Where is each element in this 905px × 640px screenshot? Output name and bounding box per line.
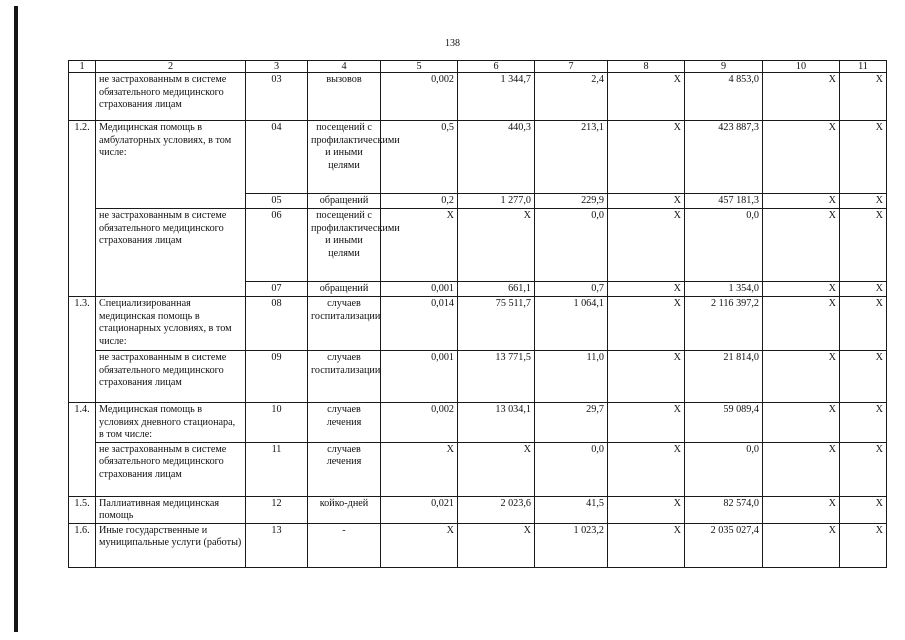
col7-value: 41,5 — [535, 496, 608, 523]
header-cell: 10 — [763, 61, 840, 73]
row-code: 10 — [246, 403, 308, 443]
header-cell: 2 — [96, 61, 246, 73]
row-description: не застрахованным в системе обязательного медицинского страхования лицам — [96, 351, 246, 403]
col5-value: 0,002 — [381, 403, 458, 443]
unit: случаев госпитализации — [308, 297, 381, 351]
col7-value: 229,9 — [535, 194, 608, 209]
col7-value: 0,0 — [535, 209, 608, 282]
col7-value: 0,0 — [535, 442, 608, 496]
table-row — [69, 297, 887, 351]
table-row — [69, 523, 887, 567]
page-number: 138 — [445, 38, 460, 49]
section-number: 1.2. — [69, 121, 96, 297]
header-cell: 7 — [535, 61, 608, 73]
col8-value: X — [608, 523, 685, 567]
col11-value: X — [840, 121, 887, 194]
col7-value: 0,7 — [535, 282, 608, 297]
col10-value: X — [763, 403, 840, 443]
table-row — [69, 73, 887, 121]
col5-value: 0,001 — [381, 351, 458, 403]
unit: вызовов — [308, 73, 381, 121]
row-code: 07 — [246, 282, 308, 297]
col8-value: X — [608, 442, 685, 496]
col6-value: 1 344,7 — [458, 73, 535, 121]
col9-value: 423 887,3 — [685, 121, 763, 194]
col5-value: 0,002 — [381, 73, 458, 121]
col8-value: X — [608, 351, 685, 403]
header-cell: 6 — [458, 61, 535, 73]
col7-value: 213,1 — [535, 121, 608, 194]
col8-value: X — [608, 121, 685, 194]
row-description: не застрахованным в системе обязательного медицинского страхования лицам — [96, 209, 246, 297]
row-code: 04 — [246, 121, 308, 194]
header-cell: 1 — [69, 61, 96, 73]
col6-value: 661,1 — [458, 282, 535, 297]
col11-value: X — [840, 403, 887, 443]
table-row — [69, 403, 887, 443]
col5-value: 0,021 — [381, 496, 458, 523]
col9-value: 59 089,4 — [685, 403, 763, 443]
col8-value: X — [608, 209, 685, 282]
header-cell: 5 — [381, 61, 458, 73]
table-row — [69, 496, 887, 523]
col9-value: 0,0 — [685, 209, 763, 282]
col6-value: 440,3 — [458, 121, 535, 194]
col11-value: X — [840, 282, 887, 297]
col11-value: X — [840, 523, 887, 567]
col10-value: X — [763, 297, 840, 351]
row-description: не застрахованным в системе обязательного медицинского страхования лицам — [96, 73, 246, 121]
row-description: Специализированная медицинская помощь в стационарных условиях, в том числе: — [96, 297, 246, 351]
col11-value: X — [840, 351, 887, 403]
unit: посещений с профилактическими и иными целями — [308, 121, 381, 194]
table-row — [69, 121, 887, 194]
col11-value: X — [840, 73, 887, 121]
col8-value: X — [608, 73, 685, 121]
col10-value: X — [763, 442, 840, 496]
section-number — [69, 73, 96, 121]
data-table — [68, 60, 887, 568]
unit: случаев госпитализации — [308, 351, 381, 403]
unit: обращений — [308, 282, 381, 297]
scan-margin-bar — [14, 6, 18, 632]
col9-value: 1 354,0 — [685, 282, 763, 297]
col8-value: X — [608, 282, 685, 297]
unit: посещений с профилактическими и иными целями — [308, 209, 381, 282]
col10-value: X — [763, 121, 840, 194]
col6-value: X — [458, 209, 535, 282]
col10-value: X — [763, 194, 840, 209]
col5-value: 0,001 — [381, 282, 458, 297]
col10-value: X — [763, 496, 840, 523]
col7-value: 1 064,1 — [535, 297, 608, 351]
table-row — [69, 351, 887, 403]
col9-value: 4 853,0 — [685, 73, 763, 121]
col7-value: 11,0 — [535, 351, 608, 403]
col5-value: X — [381, 523, 458, 567]
col9-value: 457 181,3 — [685, 194, 763, 209]
col7-value: 29,7 — [535, 403, 608, 443]
row-description: Иные государственные и муниципальные услуги (работы) — [96, 523, 246, 567]
row-code: 09 — [246, 351, 308, 403]
col11-value: X — [840, 496, 887, 523]
table-row — [69, 442, 887, 496]
col5-value: X — [381, 442, 458, 496]
col10-value: X — [763, 523, 840, 567]
section-number: 1.4. — [69, 403, 96, 497]
col7-value: 2,4 — [535, 73, 608, 121]
col5-value: 0,2 — [381, 194, 458, 209]
col6-value: 75 511,7 — [458, 297, 535, 351]
section-number: 1.3. — [69, 297, 96, 403]
col6-value: 1 277,0 — [458, 194, 535, 209]
col10-value: X — [763, 351, 840, 403]
col6-value: 13 771,5 — [458, 351, 535, 403]
header-cell: 4 — [308, 61, 381, 73]
col6-value: X — [458, 442, 535, 496]
col10-value: X — [763, 73, 840, 121]
col9-value: 82 574,0 — [685, 496, 763, 523]
col5-value: 0,014 — [381, 297, 458, 351]
header-cell: 8 — [608, 61, 685, 73]
section-number: 1.6. — [69, 523, 96, 567]
col9-value: 2 116 397,2 — [685, 297, 763, 351]
row-code: 06 — [246, 209, 308, 282]
section-number: 1.5. — [69, 496, 96, 523]
col6-value: X — [458, 523, 535, 567]
row-code: 13 — [246, 523, 308, 567]
col9-value: 0,0 — [685, 442, 763, 496]
unit: обращений — [308, 194, 381, 209]
col11-value: X — [840, 297, 887, 351]
col8-value: X — [608, 496, 685, 523]
unit: случаев лечения — [308, 442, 381, 496]
unit: койко-дней — [308, 496, 381, 523]
header-cell: 3 — [246, 61, 308, 73]
col11-value: X — [840, 209, 887, 282]
row-code: 03 — [246, 73, 308, 121]
row-description: не застрахованным в системе обязательного медицинского страхования лицам — [96, 442, 246, 496]
row-description: Медицинская помощь в амбулаторных условиях, в том числе: — [96, 121, 246, 209]
col6-value: 13 034,1 — [458, 403, 535, 443]
row-code: 12 — [246, 496, 308, 523]
col7-value: 1 023,2 — [535, 523, 608, 567]
header-cell: 9 — [685, 61, 763, 73]
col8-value: X — [608, 194, 685, 209]
header-cell: 11 — [840, 61, 887, 73]
col8-value: X — [608, 403, 685, 443]
row-description: Паллиативная медицинская помощь — [96, 496, 246, 523]
col9-value: 2 035 027,4 — [685, 523, 763, 567]
col10-value: X — [763, 282, 840, 297]
row-code: 05 — [246, 194, 308, 209]
row-code: 08 — [246, 297, 308, 351]
col9-value: 21 814,0 — [685, 351, 763, 403]
column-number-row — [69, 61, 887, 73]
row-description: Медицинская помощь в условиях дневного стационара, в том числе: — [96, 403, 246, 443]
col5-value: X — [381, 209, 458, 282]
col5-value: 0,5 — [381, 121, 458, 194]
col6-value: 2 023,6 — [458, 496, 535, 523]
col8-value: X — [608, 297, 685, 351]
row-code: 11 — [246, 442, 308, 496]
col11-value: X — [840, 194, 887, 209]
col10-value: X — [763, 209, 840, 282]
col11-value: X — [840, 442, 887, 496]
table-row — [69, 209, 887, 282]
unit: - — [308, 523, 381, 567]
unit: случаев лечения — [308, 403, 381, 443]
